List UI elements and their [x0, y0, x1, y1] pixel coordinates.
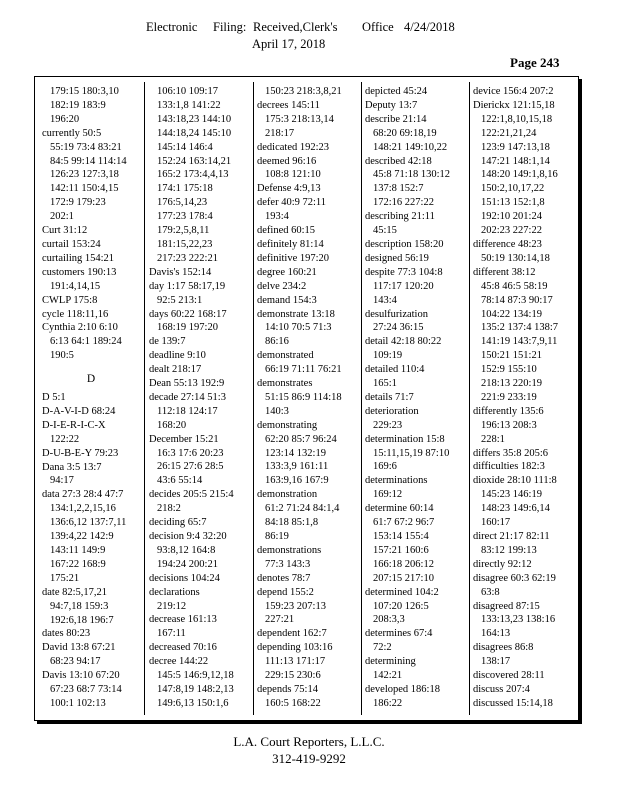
- index-line: 229:23: [373, 419, 403, 431]
- column-divider: [253, 82, 254, 715]
- hearing-date: April 17, 2018: [252, 37, 326, 51]
- index-line: direct 21:17 82:11: [473, 531, 550, 542]
- index-line: curtail 153:24: [42, 238, 101, 250]
- index-line: Defense 4:9,13: [257, 183, 321, 195]
- index-line: 140:3: [265, 405, 289, 417]
- index-line: demand 154:3: [257, 294, 317, 306]
- index-line: decision 9:4 32:20: [149, 531, 227, 542]
- index-line: 145:5 146:9,12,18: [157, 670, 234, 682]
- efiling-date: 4/24/2018: [404, 20, 455, 34]
- index-line: 202:23 227:22: [481, 225, 542, 237]
- index-line: 92:5 213:1: [157, 294, 203, 306]
- index-line: 169:6: [373, 461, 397, 473]
- index-line: de 139:7: [149, 336, 186, 348]
- index-line: depending 103:16: [257, 642, 333, 654]
- index-column-2: [149, 85, 249, 714]
- index-line: 86:19: [265, 531, 289, 542]
- index-line: currently 50:5: [42, 127, 102, 139]
- index-line: definitive 197:20: [257, 252, 330, 264]
- index-frame: [34, 76, 579, 721]
- index-line: 107:20 126:5: [373, 600, 429, 612]
- index-line: 174:1 175:18: [157, 183, 213, 195]
- index-line: 143:11 149:9: [50, 545, 106, 556]
- index-column-3: [257, 85, 357, 714]
- index-line: 191:4,14,15: [50, 280, 101, 292]
- index-line: 109:19: [373, 350, 403, 362]
- index-line: 84:5 99:14 114:14: [50, 155, 127, 167]
- index-line: 150:2,10,17,22: [481, 183, 545, 195]
- index-line: Davis's 152:14: [149, 266, 212, 278]
- index-line: date 82:5,17,21: [42, 586, 108, 598]
- index-line: 193:4: [265, 211, 289, 223]
- index-line: 112:18 124:17: [157, 405, 218, 417]
- index-line: depends 75:14: [257, 683, 318, 695]
- index-line: Curt 31:12: [42, 225, 88, 237]
- index-line: determination 15:8: [365, 433, 445, 445]
- index-line: Dana 3:5 13:7: [42, 461, 102, 473]
- index-line: decade 27:14 51:3: [149, 391, 226, 403]
- index-line: different 38:12: [473, 266, 536, 278]
- index-line: 138:17: [481, 656, 511, 668]
- index-line: decreased 70:16: [149, 642, 217, 654]
- index-line: discussed 15:14,18: [473, 697, 553, 709]
- index-line: dates 80:23: [42, 628, 91, 640]
- index-line: D-A-V-I-D 68:24: [42, 405, 116, 417]
- index-line: 139:4,22 142:9: [50, 531, 114, 543]
- index-column-1: [42, 85, 140, 714]
- index-line: 117:17 120:20: [373, 280, 434, 292]
- index-line: defined 60:15: [257, 225, 316, 237]
- index-column-4: [365, 85, 465, 714]
- index-line: demonstrated: [257, 350, 314, 362]
- index-line: 126:23 127:3,18: [50, 169, 119, 181]
- index-line: 145:23 146:19: [481, 489, 542, 501]
- index-line: 61:2 71:24 84:1,4: [265, 503, 340, 515]
- index-line: 151:13 152:1,8: [481, 197, 545, 209]
- index-line: 63:8: [481, 586, 500, 598]
- index-line: 165:1: [373, 378, 397, 390]
- index-line: 86:16: [265, 336, 289, 348]
- index-line: 182:19 183:9: [50, 99, 106, 111]
- index-line: 186:22: [373, 697, 403, 709]
- index-line: 207:15 217:10: [373, 572, 434, 584]
- index-line: 181:15,22,23: [157, 238, 213, 250]
- index-line: 123:14 132:19: [265, 447, 326, 459]
- index-line: 122:22: [50, 433, 80, 445]
- index-line: despite 77:3 104:8: [365, 266, 443, 278]
- index-line: 15:11,15,19 87:10: [373, 447, 450, 459]
- index-line: delve 234:2: [257, 280, 307, 292]
- index-line: differs 35:8 205:6: [473, 447, 549, 459]
- efiling-office: Office: [362, 20, 394, 34]
- index-line: dioxide 28:10 111:8: [473, 475, 557, 487]
- index-line: 137:8 152:7: [373, 183, 424, 195]
- index-line: 43:6 55:14: [157, 475, 203, 487]
- index-line: 175:3 218:13,14: [265, 113, 334, 125]
- index-line: described 42:18: [365, 155, 432, 167]
- column-divider: [144, 82, 145, 715]
- index-line: discovered 28:11: [473, 670, 545, 682]
- page-number: Page 243: [510, 55, 560, 70]
- index-line: 144:18,24 145:10: [157, 127, 232, 139]
- index-line: 168:20: [157, 419, 187, 431]
- index-line: demonstration: [257, 489, 318, 501]
- index-line: 123:9 147:13,18: [481, 141, 550, 153]
- index-line: declarations: [149, 586, 200, 598]
- column-divider: [361, 82, 362, 715]
- index-line: 149:6,13 150:1,6: [157, 697, 229, 709]
- index-line: decrease 161:13: [149, 614, 217, 626]
- efiling-filing: Filing:: [213, 20, 247, 34]
- index-line: 175:21: [50, 572, 80, 584]
- index-line: 148:21 149:10,22: [373, 141, 448, 153]
- index-line: 133:13,23 138:16: [481, 614, 556, 626]
- index-line: dependent 162:7: [257, 628, 327, 640]
- index-line: 14:10 70:5 71:3: [265, 322, 332, 334]
- index-line: 179:2,5,8,11: [157, 225, 210, 237]
- index-line: 100:1 102:13: [50, 697, 106, 709]
- index-line: demonstrating: [257, 419, 318, 431]
- index-line: days 60:22 168:17: [149, 308, 227, 320]
- index-line: 143:18,23 144:10: [157, 113, 232, 125]
- index-line: device 156:4 207:2: [473, 86, 554, 97]
- index-line: desulfurization: [365, 308, 428, 320]
- index-line: decides 205:5 215:4: [149, 489, 234, 501]
- index-line: 159:23 207:13: [265, 600, 326, 612]
- index-line: 66:19 71:11 76:21: [265, 364, 342, 376]
- efiling-header: [0, 20, 618, 60]
- index-line: 6:13 64:1 189:24: [50, 336, 122, 348]
- index-line: describe 21:14: [365, 113, 427, 125]
- index-line: differently 135:6: [473, 405, 544, 417]
- index-line: determines 67:4: [365, 628, 433, 640]
- index-line: 153:14 155:4: [373, 531, 429, 542]
- index-line: 78:14 87:3 90:17: [481, 294, 553, 306]
- index-line: determine 60:14: [365, 503, 434, 515]
- index-line: developed 186:18: [365, 683, 440, 695]
- index-line: 228:1: [481, 433, 505, 445]
- index-line: decree 144:22: [149, 656, 209, 668]
- index-line: 108:8 121:10: [265, 169, 321, 181]
- index-line: 221:9 233:19: [481, 391, 537, 403]
- index-line: Dierickx 121:15,18: [473, 99, 555, 111]
- index-line: 167:22 168:9: [50, 558, 106, 570]
- index-line: determining: [365, 656, 416, 668]
- index-line: 163:9,16 167:9: [265, 475, 329, 487]
- index-line: 84:18 85:1,8: [265, 517, 319, 529]
- index-line: difference 48:23: [473, 238, 542, 250]
- efiling-received: Received,Clerk's: [253, 20, 338, 34]
- index-line: 133:3,9 161:11: [265, 461, 329, 473]
- index-line: 218:13 220:19: [481, 378, 542, 390]
- index-line: CWLP 175:8: [42, 294, 98, 306]
- index-line: 192:10 201:24: [481, 211, 542, 223]
- index-line: disagree 60:3 62:19: [473, 572, 556, 584]
- index-line: 135:2 137:4 138:7: [481, 322, 559, 334]
- index-line: description 158:20: [365, 238, 444, 250]
- index-line: 208:3,3: [373, 614, 405, 626]
- index-line: demonstrations: [257, 544, 322, 556]
- index-line: 172:16 227:22: [373, 197, 434, 209]
- index-line: decrees 145:11: [257, 99, 320, 111]
- index-line: D-I-E-R-I-C-X: [42, 419, 106, 431]
- index-line: 62:20 85:7 96:24: [265, 433, 337, 445]
- index-line: detail 42:18 80:22: [365, 336, 442, 348]
- index-line: D 5:1: [42, 392, 66, 404]
- index-line: curtailing 154:21: [42, 252, 115, 264]
- index-line: detailed 110:4: [365, 364, 425, 376]
- index-line: deadline 9:10: [149, 350, 206, 362]
- index-line: 72:2: [373, 642, 392, 654]
- index-line: deciding 65:7: [149, 517, 207, 529]
- index-line: 111:13 171:17: [265, 656, 326, 668]
- index-line: 26:15 27:6 28:5: [157, 461, 224, 473]
- index-line: 168:19 197:20: [157, 322, 218, 334]
- index-line: 166:18 206:12: [373, 558, 434, 570]
- index-line: 169:12: [373, 489, 403, 501]
- index-line: 27:24 36:15: [373, 322, 424, 334]
- index-line: 177:23 178:4: [157, 211, 213, 223]
- index-line: 179:15 180:3,10: [50, 86, 119, 97]
- index-line: 192:6,18 196:7: [50, 614, 114, 626]
- index-line: degree 160:21: [257, 266, 317, 278]
- index-line: 196:20: [50, 113, 80, 125]
- index-line: 143:4: [373, 294, 397, 306]
- index-line: Cynthia 2:10 6:10: [42, 322, 118, 334]
- index-line: disagrees 86:8: [473, 642, 534, 654]
- index-line: designed 56:19: [365, 252, 429, 264]
- index-line: 93:8,12 164:8: [157, 544, 216, 556]
- index-line: Dean 55:13 192:9: [149, 378, 225, 390]
- index-line: 68:23 94:17: [50, 656, 101, 668]
- index-line: 219:12: [157, 600, 187, 612]
- index-line: 106:10 109:17: [157, 86, 218, 97]
- index-line: directly 92:12: [473, 558, 532, 570]
- index-line: 172:9 179:23: [50, 197, 106, 209]
- index-line: 104:22 134:19: [481, 308, 542, 320]
- index-line: 194:24 200:21: [157, 558, 218, 570]
- index-line: 61:7 67:2 96:7: [373, 517, 435, 529]
- index-line: 94:7,18 159:3: [50, 600, 109, 612]
- index-line: decisions 104:24: [149, 572, 220, 584]
- index-line: Deputy 13:7: [365, 99, 418, 111]
- index-line: denotes 78:7: [257, 572, 311, 584]
- index-line: 55:19 73:4 83:21: [50, 141, 122, 153]
- index-line: 142:21: [373, 670, 403, 682]
- index-line: 218:2: [157, 503, 181, 515]
- index-line: Davis 13:10 67:20: [42, 670, 120, 682]
- index-line: 50:19 130:14,18: [481, 252, 550, 264]
- reporter-company: L.A. Court Reporters, L.L.C.: [233, 734, 385, 749]
- index-line: 217:23 222:21: [157, 252, 218, 264]
- index-line: definitely 81:14: [257, 238, 324, 250]
- index-line: 147:21 148:1,14: [481, 155, 550, 167]
- index-line: deterioration: [365, 405, 419, 417]
- index-line: 152:24 163:14,21: [157, 155, 232, 167]
- index-line: 150:23 218:3,8,21: [265, 86, 342, 97]
- index-line: 157:21 160:6: [373, 544, 429, 556]
- index-line: 133:1,8 141:22: [157, 99, 221, 111]
- index-line: demonstrate 13:18: [257, 308, 335, 320]
- index-line: 227:21: [265, 614, 295, 626]
- index-line: 176:5,14,23: [157, 197, 208, 209]
- index-line: cycle 118:11,16: [42, 308, 109, 320]
- index-line: day 1:17 58:17,19: [149, 280, 226, 292]
- index-line: 165:2 173:4,4,13: [157, 169, 229, 181]
- index-line: 83:12 199:13: [481, 544, 537, 556]
- index-line: 142:11 150:4,15: [50, 183, 119, 195]
- index-line: 202:1: [50, 211, 74, 223]
- index-line: 196:13 208:3: [481, 419, 537, 431]
- index-line: demonstrates: [257, 378, 313, 390]
- index-line: describing 21:11: [365, 211, 435, 223]
- index-line: 136:6,12 137:7,11: [50, 517, 127, 529]
- index-line: difficulties 182:3: [473, 461, 545, 473]
- index-line: depicted 45:24: [365, 86, 428, 97]
- index-line: 122:1,8,10,15,18: [481, 113, 553, 125]
- index-line: 16:3 17:6 20:23: [157, 447, 224, 459]
- index-line: dedicated 192:23: [257, 141, 330, 153]
- index-line: 45:15: [373, 225, 397, 237]
- index-line: 152:9 155:10: [481, 364, 537, 376]
- index-line: depend 155:2: [257, 586, 314, 598]
- index-line: 218:17: [265, 127, 295, 139]
- index-line: 160:5 168:22: [265, 697, 321, 709]
- index-line: details 71:7: [365, 391, 414, 403]
- index-column-5: [473, 85, 575, 714]
- index-line: 67:23 68:7 73:14: [50, 684, 122, 696]
- index-line: 164:13: [481, 628, 511, 640]
- index-line: defer 40:9 72:11: [257, 197, 327, 209]
- index-line: 77:3 143:3: [265, 558, 311, 570]
- index-line: 190:5: [50, 350, 74, 362]
- index-line: 160:17: [481, 517, 511, 529]
- index-line: 148:23 149:6,14: [481, 503, 550, 515]
- index-line: 141:19 143:7,9,11: [481, 336, 558, 348]
- index-line: December 15:21: [149, 433, 219, 445]
- index-line: 150:21 151:21: [481, 350, 542, 362]
- column-divider: [469, 82, 470, 715]
- index-line: 145:14 146:4: [157, 141, 213, 153]
- index-line: determined 104:2: [365, 586, 439, 598]
- index-line: 167:11: [157, 628, 186, 640]
- index-line: dealt 218:17: [149, 364, 202, 376]
- reporter-phone: 312-419-9292: [272, 751, 346, 766]
- index-line: 68:20 69:18,19: [373, 127, 437, 139]
- index-line: 51:15 86:9 114:18: [265, 391, 342, 403]
- index-line: 229:15 230:6: [265, 670, 321, 682]
- index-line: discuss 207:4: [473, 683, 530, 695]
- index-line: disagreed 87:15: [473, 600, 540, 612]
- index-line: determinations: [365, 475, 428, 487]
- index-line: David 13:8 67:21: [42, 642, 116, 654]
- index-line: 45:8 71:18 130:12: [373, 169, 451, 181]
- index-line: 134:1,2,2,15,16: [50, 503, 116, 515]
- index-line: data 27:3 28:4 47:7: [42, 489, 124, 501]
- index-line: D-U-B-E-Y 79:23: [42, 447, 119, 459]
- efiling-electronic: Electronic: [146, 20, 198, 34]
- index-line: 147:8,19 148:2,13: [157, 683, 234, 695]
- section-letter: D: [86, 373, 96, 386]
- index-line: deemed 96:16: [257, 155, 317, 167]
- index-line: 148:20 149:1,8,16: [481, 169, 558, 181]
- index-line: customers 190:13: [42, 266, 117, 278]
- index-line: 122:21,21,24: [481, 127, 537, 139]
- index-line: 94:17: [50, 475, 74, 487]
- index-line: 45:8 46:5 58:19: [481, 280, 548, 292]
